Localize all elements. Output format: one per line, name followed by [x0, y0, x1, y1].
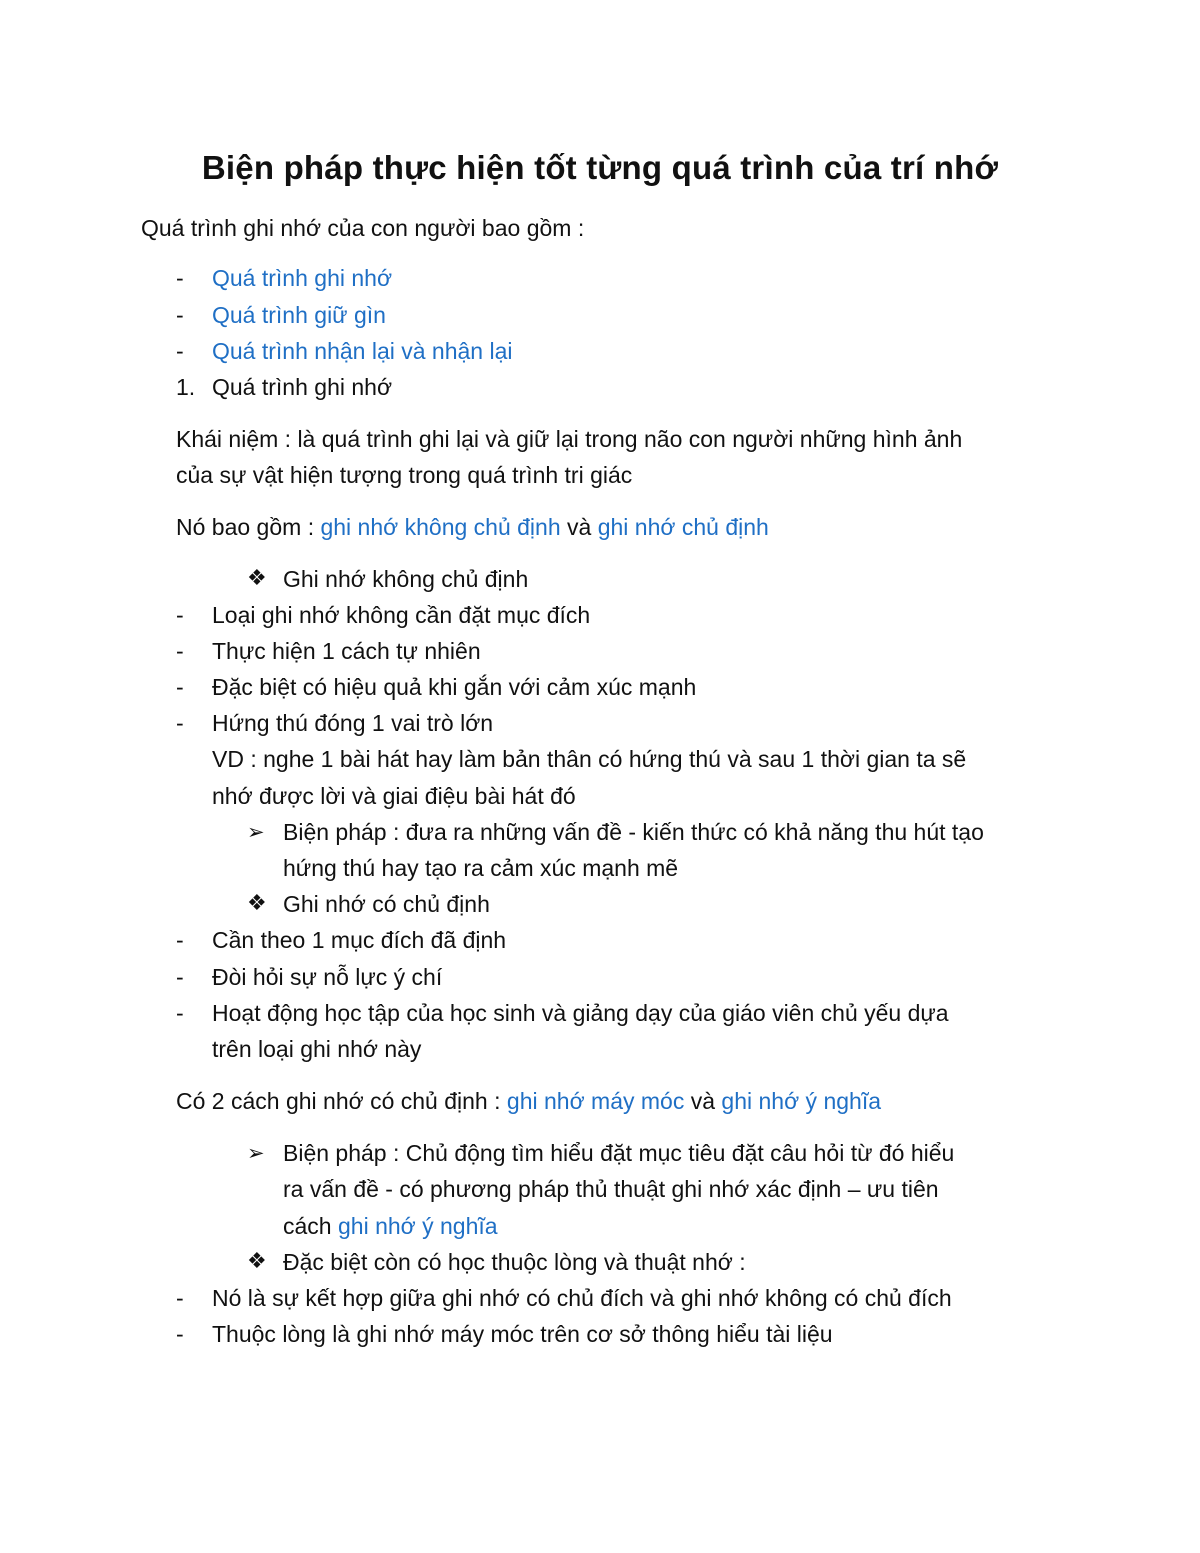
example-line-2: nhớ được lời và giai điệu bài hát đó [212, 783, 576, 809]
unintentional-item-2: Thực hiện 1 cách tự nhiên [212, 638, 481, 664]
dash-bullet: - [176, 1321, 184, 1347]
intentional-item-3-line-2: trên loại ghi nhớ này [212, 1036, 422, 1062]
dash-bullet: - [176, 964, 184, 990]
includes-intentional: ghi nhớ chủ định [597, 514, 769, 540]
rote-item-1: Nó là sự kết hợp giữa ghi nhớ có chủ đích và ghi nhớ không có chủ đích [212, 1285, 952, 1311]
concept-line-1: Khái niệm : là quá trình ghi lại và giữ lại trong não con người những hình ảnh [176, 426, 963, 452]
intentional-measure-line-1: Biện pháp : Chủ động tìm hiểu đặt mục tiêu đặt câu hỏi từ đó hiểu [283, 1140, 955, 1166]
dash-bullet: - [176, 302, 184, 328]
unintentional-measure-line-2: hứng thú hay tạo ra cảm xúc mạnh mẽ [283, 855, 679, 881]
intentional-heading: Ghi nhớ có chủ định [283, 891, 490, 917]
process-item-2: Quá trình giữ gìn [212, 302, 386, 328]
dash-bullet: - [176, 1000, 184, 1026]
intentional-measure-line-3 [283, 1208, 498, 1244]
unintentional-item-4: Hứng thú đóng 1 vai trò lớn [212, 710, 494, 736]
intentional-item-1: Cần theo 1 mục đích đã định [212, 927, 507, 953]
process-item-1: Quá trình ghi nhớ [212, 265, 393, 291]
includes-unintentional: ghi nhớ không chủ định [320, 514, 561, 540]
process-item-3: Quá trình nhận lại và nhận lại [212, 338, 513, 364]
diamond-bullet-icon: ❖ [247, 566, 267, 591]
dash-bullet: - [176, 1285, 184, 1311]
intentional-item-2: Đòi hỏi sự nỗ lực ý chí [212, 964, 443, 990]
dash-bullet: - [176, 710, 184, 736]
unintentional-heading: Ghi nhớ không chủ định [283, 566, 529, 592]
diamond-bullet-icon: ❖ [247, 891, 267, 916]
example-line-1: VD : nghe 1 bài hát hay làm bản thân có hứng thú và sau 1 thời gian ta sẽ [212, 746, 967, 772]
arrow-bullet-icon: ➢ [247, 1141, 265, 1165]
dash-bullet: - [176, 265, 184, 291]
dash-bullet: - [176, 638, 184, 664]
dash-bullet: - [176, 338, 184, 364]
unintentional-item-3: Đặc biệt có hiệu quả khi gắn với cảm xúc mạnh [212, 674, 697, 700]
section-number: 1. [176, 374, 196, 400]
includes-line [176, 509, 769, 545]
page-title: Biện pháp thực hiện tốt từng quá trình của trí nhớ [201, 149, 999, 186]
rote-heading: Đặc biệt còn có học thuộc lòng và thuật nhớ : [283, 1249, 746, 1275]
measure-line-3-prefix: cách [283, 1213, 338, 1239]
section-heading: Quá trình ghi nhớ [212, 374, 393, 400]
ways-line [176, 1083, 881, 1119]
ways-meaningful: ghi nhớ ý nghĩa [721, 1088, 882, 1114]
ways-and: và [684, 1088, 722, 1114]
dash-bullet: - [176, 927, 184, 953]
measure-line-3-meaningful: ghi nhớ ý nghĩa [337, 1213, 498, 1239]
ways-prefix: Có 2 cách ghi nhớ có chủ định : [176, 1088, 507, 1114]
unintentional-item-1: Loại ghi nhớ không cần đặt mục đích [212, 602, 591, 628]
intentional-item-3: Hoạt động học tập của học sinh và giảng dạy của giáo viên chủ yếu dựa [212, 1000, 949, 1026]
includes-and: và [560, 514, 598, 540]
includes-prefix: Nó bao gồm : [176, 514, 321, 540]
dash-bullet: - [176, 674, 184, 700]
dash-bullet: - [176, 602, 184, 628]
unintentional-measure-line-1: Biện pháp : đưa ra những vấn đề - kiến thức có khả năng thu hút tạo [283, 819, 984, 845]
intentional-measure-line-2: ra vấn đề - có phương pháp thủ thuật ghi nhớ xác định – ưu tiên [283, 1176, 939, 1202]
concept-line-2: của sự vật hiện tượng trong quá trình tri giác [176, 462, 633, 488]
rote-item-2: Thuộc lòng là ghi nhớ máy móc trên cơ sở thông hiểu tài liệu [212, 1321, 833, 1347]
ways-rote: ghi nhớ máy móc [506, 1088, 685, 1114]
intro-text: Quá trình ghi nhớ của con người bao gồm : [141, 215, 585, 241]
arrow-bullet-icon: ➢ [247, 820, 265, 844]
diamond-bullet-icon: ❖ [247, 1249, 267, 1274]
